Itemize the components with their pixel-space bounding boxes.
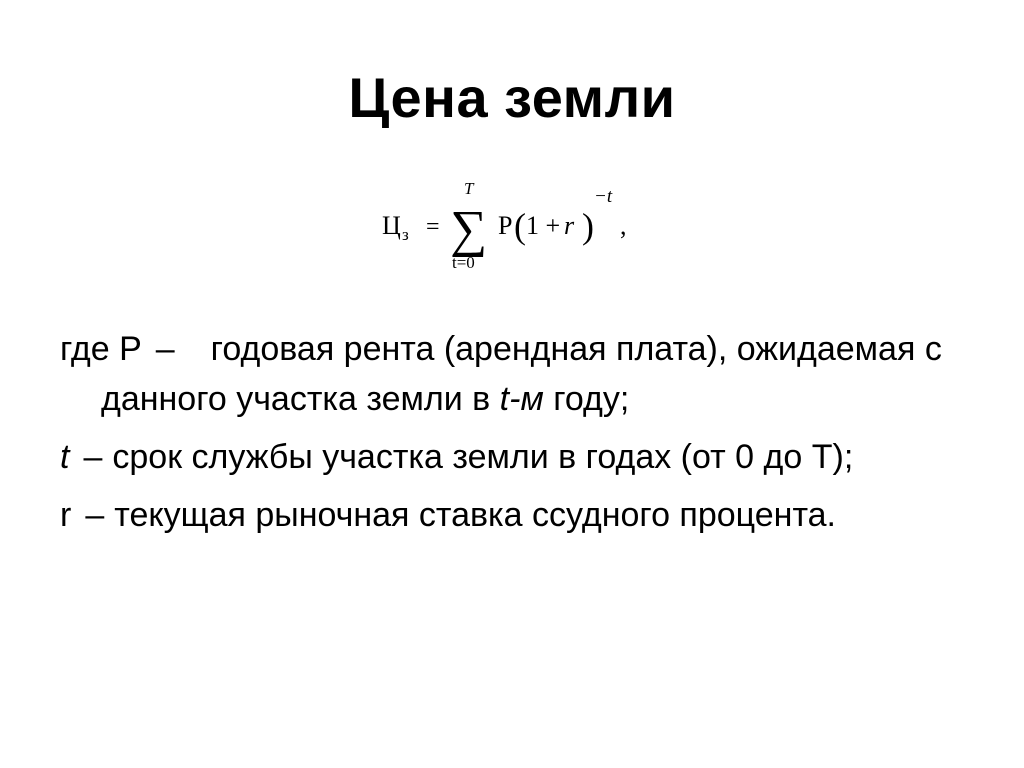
formula-r: r [564,211,575,240]
definition-symbol: где P [60,330,142,368]
definition-text: текущая рыночная ставка ссудного процента. [114,496,836,534]
formula-lhs-subscript: з [402,225,409,244]
land-price-formula [372,176,644,284]
definition-text-part: году; [543,380,630,418]
definition-symbol: t [60,438,70,476]
definition-t [60,432,970,482]
definitions-list [60,324,970,548]
formula-lhs: Ц [382,211,401,240]
formula-paren-open: ( [514,206,526,246]
formula-equals: = [426,214,440,240]
definition-dash: – [83,438,103,476]
formula-comma: , [620,211,627,240]
formula-term-p: P [498,211,513,240]
slide-title: Цена земли [348,66,676,129]
definition-text: срок службы участка земли в годах (от 0 до Т); [112,438,854,476]
definition-text-part: годовая рента (арендная плата), ожидаемая с данного участка земли в [101,330,942,418]
definition-dash: – [85,496,105,534]
definition-text-italic: t-м [499,380,544,418]
formula-exponent: −t [594,186,613,207]
sum-symbol: ∑ [450,201,488,258]
definition-dash: – [155,330,175,368]
definition-text [101,330,942,418]
formula-graphic [372,176,644,284]
sum-upper-limit: T [464,179,474,198]
definition-p [60,324,970,424]
sum-lower-limit: t=0 [452,253,475,272]
formula-paren-close: ) [582,206,594,246]
definition-symbol: r [60,496,72,534]
formula-one-plus: 1 + [526,211,567,240]
definition-r [60,490,970,540]
